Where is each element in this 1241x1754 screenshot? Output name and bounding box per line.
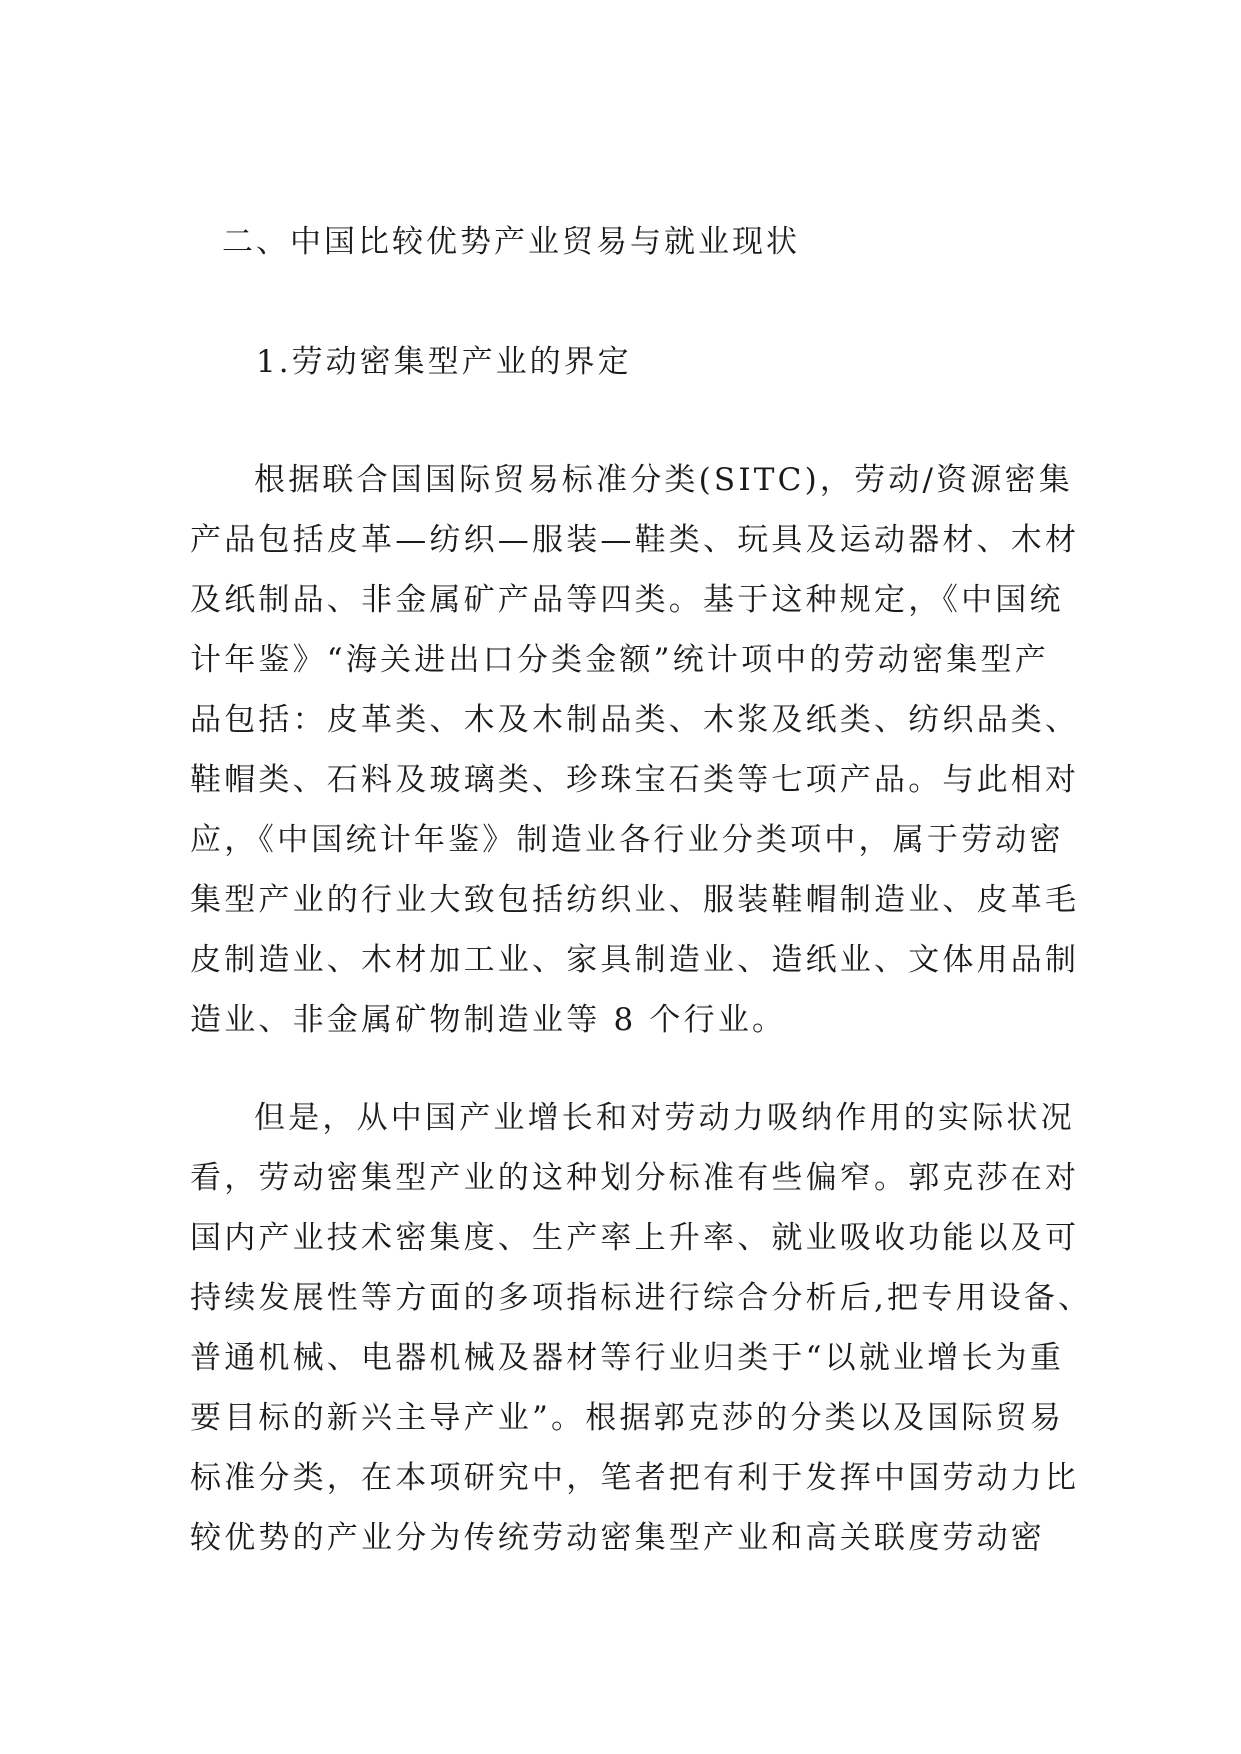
paragraph-line: 持续发展性等方面的多项指标进行综合分析后,把专用设备、 bbox=[190, 1280, 1093, 1316]
paragraph-line: 但是，从中国产业增长和对劳动力吸纳作用的实际状况 bbox=[254, 1100, 1075, 1136]
paragraph-line: 及纸制品、非金属矿产品等四类。基于这种规定，《中国统 bbox=[190, 582, 1064, 618]
paragraph-line: 品包括：皮革类、木及木制品类、木浆及纸类、纺织品类、 bbox=[190, 702, 1080, 738]
paragraph-line: 较优势的产业分为传统劳动密集型产业和高关联度劳动密 bbox=[190, 1520, 1045, 1556]
paragraph-line: 标准分类，在本项研究中，笔者把有利于发挥中国劳动力比 bbox=[190, 1460, 1080, 1496]
paragraph-line: 皮制造业、木材加工业、家具制造业、造纸业、文体用品制 bbox=[190, 942, 1080, 978]
paragraph-line: 计年鉴》“海关进出口分类金额”统计项中的劳动密集型产 bbox=[190, 642, 1049, 678]
paragraph-sitc-definition bbox=[190, 450, 1080, 1050]
paragraph-line: 产品包括皮革—纺织—服装—鞋类、玩具及运动器材、木材 bbox=[190, 522, 1080, 558]
paragraph-line: 根据联合国国际贸易标准分类(SITC)，劳动/资源密集 bbox=[254, 462, 1073, 498]
paragraph-line: 造业、非金属矿物制造业等 8 个行业。 bbox=[190, 1002, 787, 1038]
paragraph-line: 应，《中国统计年鉴》制造业各行业分类项中，属于劳动密 bbox=[190, 822, 1064, 858]
paragraph-line: 普通机械、电器机械及器材等行业归类于“以就业增长为重 bbox=[190, 1340, 1065, 1376]
paragraph-line: 看，劳动密集型产业的这种划分标准有些偏窄。郭克莎在对 bbox=[190, 1160, 1080, 1196]
paragraph-line: 要目标的新兴主导产业”。根据郭克莎的分类以及国际贸易 bbox=[190, 1400, 1065, 1436]
paragraph-line: 集型产业的行业大致包括纺织业、服装鞋帽制造业、皮革毛 bbox=[190, 882, 1080, 918]
paragraph-classification-critique bbox=[190, 1088, 1093, 1568]
paragraph-line: 鞋帽类、石料及玻璃类、珍珠宝石类等七项产品。与此相对 bbox=[190, 762, 1080, 798]
sub-heading: 1.劳动密集型产业的界定 bbox=[256, 344, 632, 380]
paragraph-line: 国内产业技术密集度、生产率上升率、就业吸收功能以及可 bbox=[190, 1220, 1080, 1256]
section-heading: 二、中国比较优势产业贸易与就业现状 bbox=[222, 224, 800, 260]
